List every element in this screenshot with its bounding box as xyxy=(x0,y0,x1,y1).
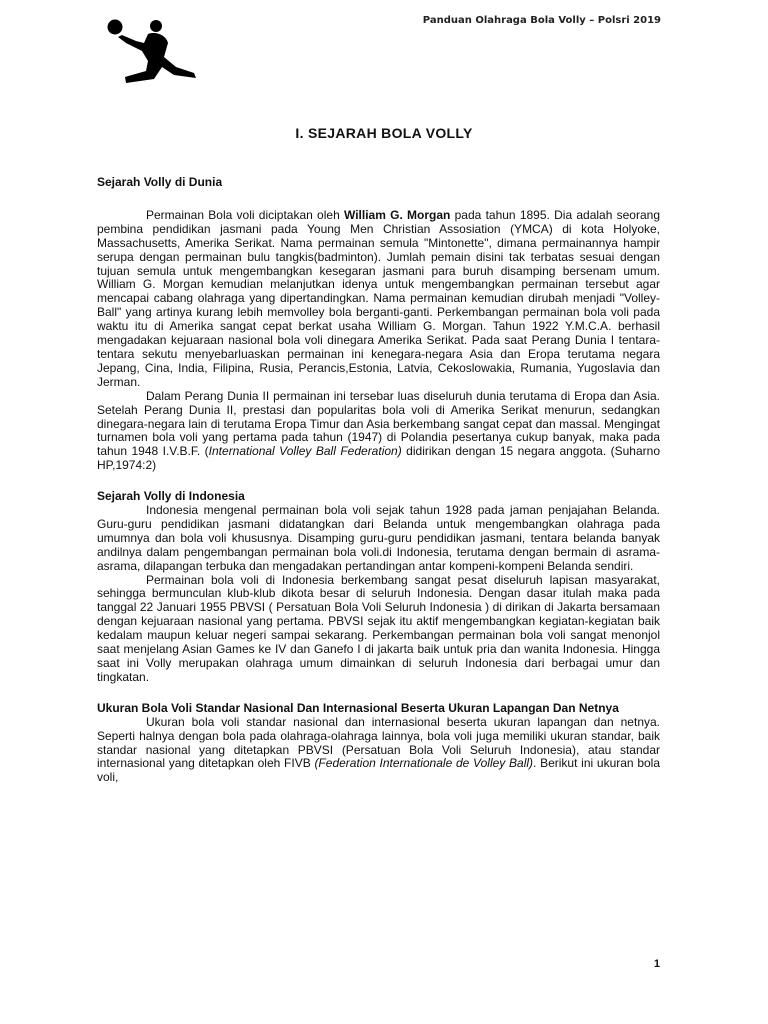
document-body xyxy=(97,176,660,785)
paragraph-indonesia-2: Permainan bola voli di Indonesia berkembang sangat pesat diseluruh lapisan masyarakat, sehingga bermunculan klub-klub dikota besar di seluruh Indonesia. Dengan dasar itulah maka pada tanggal 22 Januari 1955 PBVSI ( Persatuan Bola Voli Seluruh Indonesia ) di dirikan di Jakarta bersamaan dengan kejuaraan nasional yang pertama. PBVSI sejak itu aktif mengembangkan kegiatan-kegiatan baik kedalam maupun keluar negeri sampai sekarang. Perkembangan permainan bola voli sangat menonjol saat menjelang Asian Games ke IV dan Ganefo I di jakarta baik untuk pria dan wanita Indonesia. Hingga saat ini Volly merupakan olahraga umum dimainkan di seluruh Indonesia dari berbagai umur dan tingkatan. xyxy=(97,572,660,684)
section-heading-dunia: Sejarah Volly di Dunia xyxy=(97,175,223,189)
morgan-name: William G. Morgan xyxy=(344,207,451,222)
paragraph-ukuran-1: Ukuran bola voli standar nasional dan internasional beserta ukuran lapangan dan netnya. Seperti halnya dengan bola pada olahraga-olahraga lainnya, bola voli juga memiliki ukuran standar, baik standar nasional yang ditetapkan PBVSI (Persatuan Bola Voli Seluruh Indonesia), atau standar internasional yang ditetapkan oleh FIVB (Federation Internationale de Volley Ball). Berikut ini ukuran bola voli, xyxy=(97,714,661,785)
section-heading-ukuran: Ukuran Bola Voli Standar Nasional Dan Internasional Beserta Ukuran Lapangan Dan Netnya xyxy=(97,700,619,715)
paragraph-dunia-1: Permainan Bola voli diciptakan oleh William G. Morgan pada tahun 1895. Dia adalah seorang pembina pendidikan jasmani pada Young Men Christian Assosiation (YMCA) di kota Holyoke, Massachusetts, Amerika Serikat. Nama permainan semula "Mintonette", dimana permainannya hampir serupa dengan permainan bulu tangkis(badminton). Jumlah pemain disini tak terbatas sesuai dengan tujuan semula untuk mengembangkan kesegaran jasmani para buruh disamping bersenam umum. William G. Morgan kemudian melanjutkan idenya untuk mengembangkan permainan tersebut agar mencapai cabang olahraga yang dipertandingkan. Nama permainan kemudian dirubah menjadi "Volley-Ball" yang artinya kurang lebih memvolley bola berganti-ganti. Perkembangan permainan bola voli pada waktu itu di Amerika sangat cepat berkat usaha William G. Morgan. Tahun 1922 Y.M.C.A. berhasil mengadakan kejuaraan nasional bola voli dinegara Amerika Serikat. Pada saat Perang Dunia I tentara-tentara sekutu menyebarluaskan permainan ini kenegara-negara Asia dan Eropa terutama negara Jepang, Cina, India, Filipina, Rusia, Perancis,Estonia, Latvia, Cekoslowakia, Rumania, Yugoslavia dan Jerman. xyxy=(97,207,660,389)
page-number: 1 xyxy=(653,958,660,970)
paragraph-indonesia-1: Indonesia mengenal permainan bola voli sejak tahun 1928 pada jaman penjajahan Belanda. Guru-guru pendidikan jasmani didatangkan dari Belanda untuk mengembangkan olahraga pada umumnya dan bola voli khususnya. Disamping guru-guru pendidikan jasmani, tentara belanda banyak andilnya dalam pengembangan permainan bola voli.di Indonesia, terutama dengan bermain di asrama-asrama, dilapangan terbuka dan mengadakan pertandingan antar kompeni-kompeni Belanda sendiri. xyxy=(97,503,660,573)
running-header: Panduan Olahraga Bola Volly – Polsri 2019 xyxy=(422,15,661,26)
paragraph-dunia-2: Dalam Perang Dunia II permainan ini tersebar luas diseluruh dunia terutama di Eropa dan Asia. Setelah Perang Dunia II, prestasi dan popularitas bola voli di Amerika Serikat menurun, sedangkan dinegara-negara lain di terutama Eropa Timur dan Asia berkembang sangat cepat dan massal. Mengingat turnamen bola voli yang pertama pada tahun (1947) di Polandia pesertanya cukup banyak, maka pada tahun 1948 I.V.B.F. (International Volley Ball Federation) didirikan dengan 15 negara anggota. (Suharno HP,1974:2) xyxy=(97,388,660,473)
volleyball-player-silhouette-icon xyxy=(104,17,200,85)
section-heading-indonesia: Sejarah Volly di Indonesia xyxy=(97,489,245,504)
chapter-title: I. SEJARAH BOLA VOLLY xyxy=(295,125,473,141)
